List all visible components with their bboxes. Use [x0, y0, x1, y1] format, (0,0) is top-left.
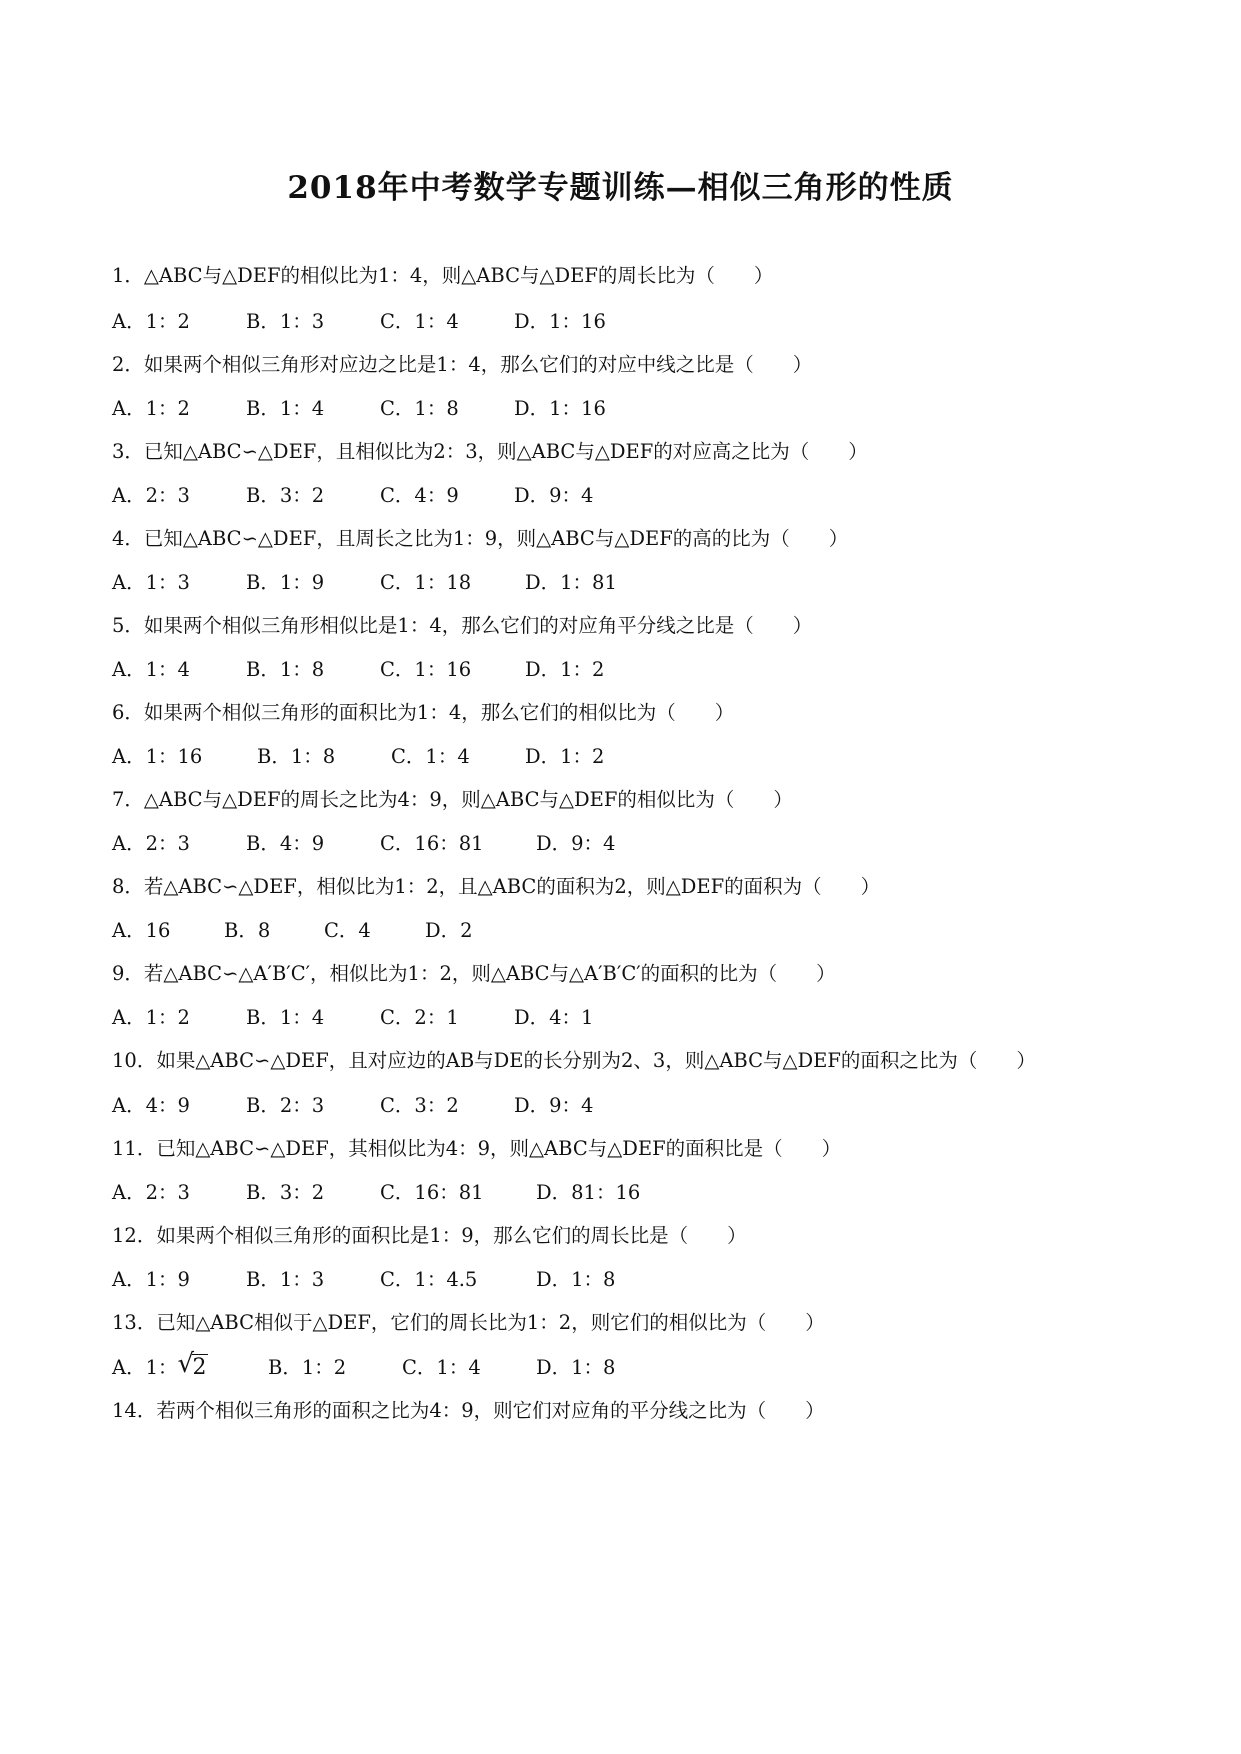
option-b: B．2：3 [246, 1094, 325, 1117]
option-d: D．9：4 [536, 832, 616, 855]
option-b: B．1：9 [246, 571, 325, 594]
option-b: B．1：4 [246, 397, 325, 420]
option-d: D．1：2 [525, 745, 605, 768]
option-a: A．1：2 [112, 310, 190, 333]
option-a: A．1：16 [112, 745, 203, 768]
option-a: A．1：2 [112, 1006, 190, 1029]
question-1: 1．△ABC与△DEF的相似比为1：4，则△ABC与△DEF的周长比为（ ） [112, 264, 774, 287]
question-9: 9．若△ABC∽△A′B′C′，相似比为1：2，则△ABC与△A′B′C′的面积的比为（ ） [112, 962, 836, 985]
option-d: D．9：4 [514, 1094, 594, 1117]
option-a: A．2：3 [112, 1181, 190, 1204]
question-12: 12．如果两个相似三角形的面积比是1：9，那么它们的周长比是（ ） [112, 1224, 747, 1247]
question-7: 7．△ABC与△DEF的周长之比为4：9，则△ABC与△DEF的相似比为（ ） [112, 788, 793, 811]
option-b: B．1：8 [246, 658, 325, 681]
option-b: B．1：3 [246, 310, 325, 333]
option-a: A．1：2 [112, 397, 190, 420]
option-d: D．1：16 [514, 310, 606, 333]
option-d: D．1：2 [525, 658, 605, 681]
page-title: 2018年中考数学专题训练—相似三角形的性质 [287, 170, 954, 206]
option-b: B．8 [224, 919, 271, 942]
option-c: C．3：2 [380, 1094, 459, 1117]
question-8: 8．若△ABC∽△DEF，相似比为1：2，且△ABC的面积为2，则△DEF的面积为（ ） [112, 875, 881, 898]
option-c: C．16：81 [380, 832, 484, 855]
question-11: 11．已知△ABC∽△DEF，其相似比为4：9，则△ABC与△DEF的面积比是（ ） [112, 1137, 842, 1160]
question-3: 3．已知△ABC∽△DEF，且相似比为2：3，则△ABC与△DEF的对应高之比为（ ） [112, 440, 868, 463]
option-d: D．1：8 [536, 1268, 616, 1291]
question-14: 14．若两个相似三角形的面积之比为4：9，则它们对应角的平分线之比为（ ） [112, 1399, 825, 1422]
option-b: B．3：2 [246, 1181, 325, 1204]
question-4: 4．已知△ABC∽△DEF，且周长之比为1：9，则△ABC与△DEF的高的比为（ ） [112, 527, 849, 550]
option-a: A．2：3 [112, 832, 190, 855]
option-a: A．1：9 [112, 1268, 190, 1291]
option-c: C．4 [324, 919, 371, 942]
option-c: C．1：4.5 [380, 1268, 478, 1291]
option-a: A．1：3 [112, 571, 190, 594]
option-d: D．4：1 [514, 1006, 594, 1029]
option-d: D．1：16 [514, 397, 606, 420]
option-d: D．1：8 [536, 1356, 616, 1379]
option-c: C．1：16 [380, 658, 472, 681]
option-b: B．1：4 [246, 1006, 325, 1029]
option-c: C．1：4 [391, 745, 470, 768]
sqrt-radicand: 2 [192, 1355, 207, 1380]
option-d: D．81：16 [536, 1181, 641, 1204]
option-c: C．16：81 [380, 1181, 484, 1204]
option-d: D．2 [425, 919, 473, 942]
option-b: B．3：2 [246, 484, 325, 507]
option-c: C．1：4 [380, 310, 459, 333]
option-b: B．1：2 [268, 1356, 347, 1379]
option-b: B．4：9 [246, 832, 325, 855]
option-a: A．2：3 [112, 484, 190, 507]
option-b: B．1：8 [257, 745, 336, 768]
option-a: A．4：9 [112, 1094, 190, 1117]
option-a: A．16 [112, 919, 171, 942]
option-c: C．2：1 [380, 1006, 459, 1029]
option-c: C．1：8 [380, 397, 459, 420]
question-13: 13．已知△ABC相似于△DEF，它们的周长比为1：2，则它们的相似比为（ ） [112, 1311, 825, 1334]
option-d: D．1：81 [525, 571, 617, 594]
question-10: 10．如果△ABC∽△DEF，且对应边的AB与DE的长分别为2、3，则△ABC与△DEF的面积之比为（ ） [112, 1049, 1036, 1072]
option-b: B．1：3 [246, 1268, 325, 1291]
option-c: C．4：9 [380, 484, 459, 507]
question-5: 5．如果两个相似三角形相似比是1：4，那么它们的对应角平分线之比是（ ） [112, 614, 813, 637]
option-c: C．1：4 [402, 1356, 481, 1379]
question-2: 2．如果两个相似三角形对应边之比是1：4，那么它们的对应中线之比是（ ） [112, 353, 813, 376]
square-root: √ 2 [177, 1349, 207, 1380]
option-a: A．1： √ 2 [112, 1349, 207, 1380]
option-a: A．1：4 [112, 658, 190, 681]
option-d: D．9：4 [514, 484, 594, 507]
question-6: 6．如果两个相似三角形的面积比为1：4，那么它们的相似比为（ ） [112, 701, 735, 724]
option-c: C．1：18 [380, 571, 472, 594]
